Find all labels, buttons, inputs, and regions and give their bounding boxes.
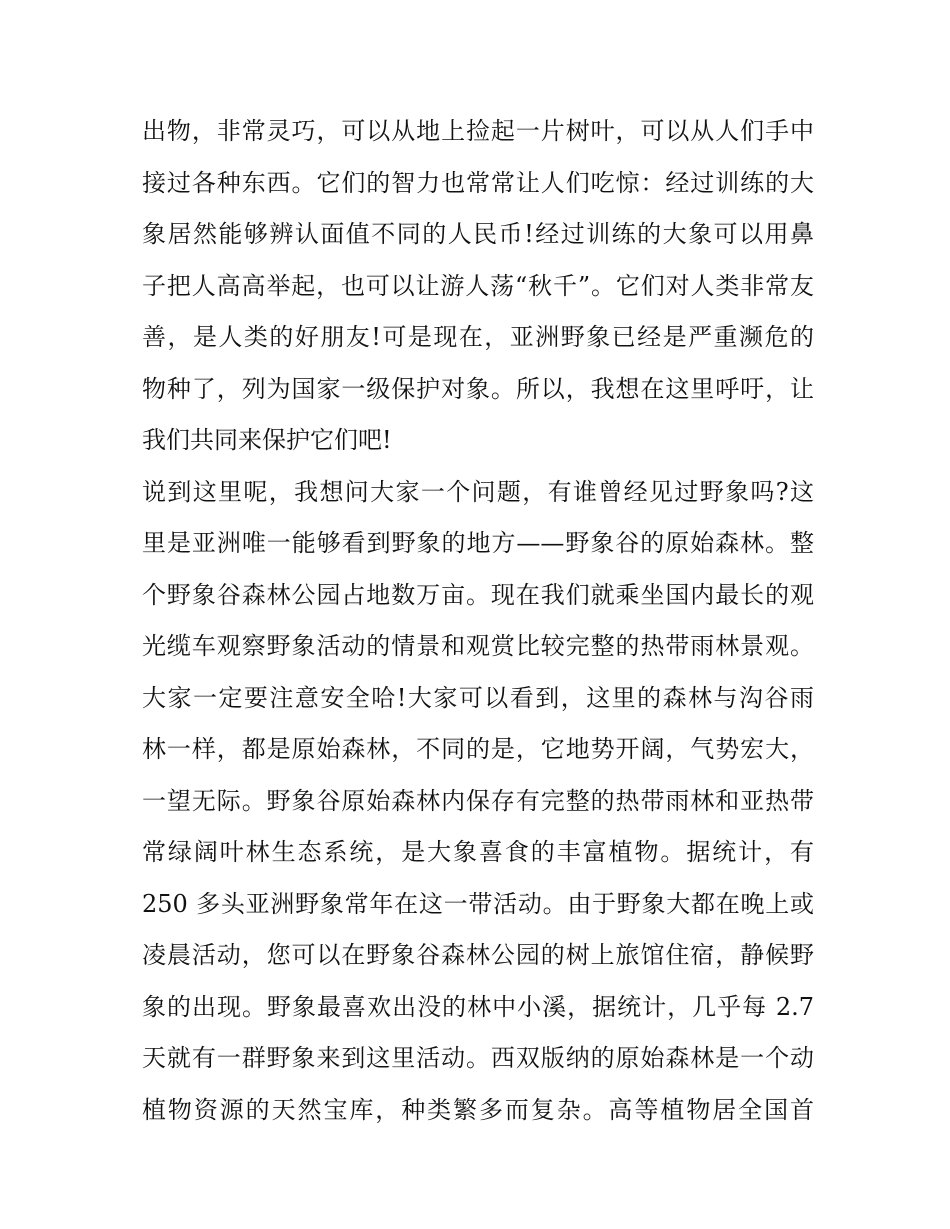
text-line: 出物，非常灵巧，可以从地上捡起一片树叶，可以从人们手中 <box>142 117 814 145</box>
text-line: 个野象谷森林公园占地数万亩。现在我们就乘坐国内最长的观 <box>142 580 814 609</box>
text-line: 子把人高高举起，也可以让游人荡“秋千”。它们对人类非常友 <box>142 271 814 300</box>
text-line: 接过各种东西。它们的智力也常常让人们吃惊：经过训练的大 <box>142 168 814 197</box>
document-body <box>142 106 814 1136</box>
text-line: 大家一定要注意安全哈!大家可以看到，这里的森林与沟谷雨 <box>142 683 814 712</box>
text-line: 里是亚洲唯一能够看到野象的地方——野象谷的原始森林。整 <box>142 529 814 557</box>
text-line: 象居然能够辨认面值不同的人民币!经过训练的大象可以用鼻 <box>142 220 814 248</box>
text-line: 天就有一群野象来到这里活动。西双版纳的原始森林是一个动 <box>142 1044 814 1072</box>
text-line: 250 多头亚洲野象常年在这一带活动。由于野象大都在晚上或 <box>142 889 814 918</box>
text-line: 凌晨活动，您可以在野象谷森林公园的树上旅馆住宿，静候野 <box>142 941 814 969</box>
text-line: 象的出现。野象最喜欢出没的林中小溪，据统计，几乎每 2.7 <box>142 992 814 1021</box>
text-line: 一望无际。野象谷原始森林内保存有完整的热带雨林和亚热带 <box>142 786 814 815</box>
text-line: 植物资源的天然宝库，种类繁多而复杂。高等植物居全国首 <box>142 1095 814 1124</box>
text-line: 说到这里呢，我想问大家一个问题，有谁曾经见过野象吗?这 <box>142 477 814 506</box>
text-line: 光缆车观察野象活动的情景和观赏比较完整的热带雨林景观。 <box>142 632 814 660</box>
text-line: 善，是人类的好朋友!可是现在，亚洲野象已经是严重濒危的 <box>142 323 814 351</box>
text-line: 常绿阔叶林生态系统，是大象喜食的丰富植物。据统计，有 <box>142 838 814 866</box>
text-line: 物种了，列为国家一级保护对象。所以，我想在这里呼吁，让 <box>142 374 814 403</box>
text-line: 林一样，都是原始森林，不同的是，它地势开阔，气势宏大， <box>142 735 814 763</box>
text-line: 我们共同来保护它们吧! <box>142 426 392 454</box>
